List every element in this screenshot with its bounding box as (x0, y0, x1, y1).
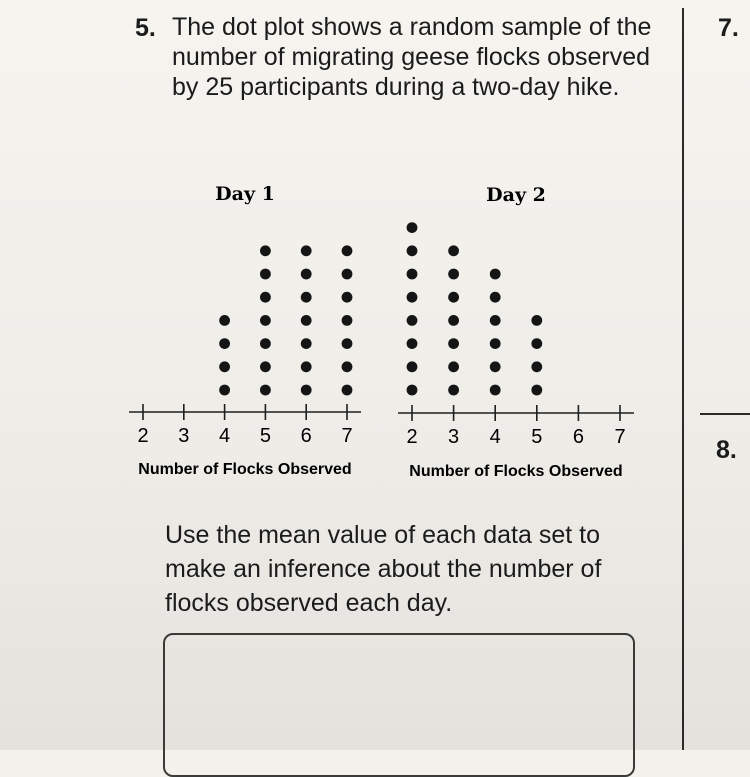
question-text: The dot plot shows a random sample of the number of migrating geese flocks observed by 25 participants during a two-day hike. (172, 13, 652, 101)
data-dot (260, 292, 271, 303)
data-dot (219, 315, 230, 326)
data-dot (490, 361, 501, 372)
data-dot (490, 292, 501, 303)
data-dot (301, 315, 312, 326)
answer-box[interactable] (163, 633, 635, 777)
x-tick-label: 5 (531, 426, 543, 448)
data-dot (301, 245, 312, 256)
data-dot (301, 361, 312, 372)
data-dot (448, 338, 459, 349)
data-dot (342, 361, 353, 372)
x-tick-label: 6 (300, 425, 312, 447)
x-tick-label: 2 (406, 426, 418, 448)
data-dot (219, 361, 230, 372)
data-dot (531, 361, 542, 372)
data-dot (260, 361, 271, 372)
data-dot (407, 269, 418, 280)
data-dot (301, 292, 312, 303)
data-dot (490, 315, 501, 326)
data-dot (531, 315, 542, 326)
plot-title: Day 1 (215, 183, 275, 205)
data-dot (260, 315, 271, 326)
data-dot (342, 292, 353, 303)
data-dot (407, 361, 418, 372)
question-number: 5. (135, 14, 156, 42)
x-tick-label: 3 (178, 425, 190, 447)
x-axis-label: Number of Flocks Observed (409, 463, 623, 480)
plot-title: Day 2 (486, 184, 546, 206)
data-dot (407, 292, 418, 303)
data-dot (448, 361, 459, 372)
data-dot (407, 222, 418, 233)
data-dot (301, 385, 312, 396)
data-dot (342, 385, 353, 396)
data-dot (407, 315, 418, 326)
data-dot (260, 269, 271, 280)
data-dot (448, 245, 459, 256)
data-dot (448, 315, 459, 326)
data-dot (448, 269, 459, 280)
data-dot (407, 338, 418, 349)
data-dot (407, 385, 418, 396)
data-dot (342, 315, 353, 326)
x-tick-label: 4 (489, 426, 501, 448)
following-question-number: 8. (716, 436, 737, 464)
data-dot (490, 338, 501, 349)
data-dot (260, 245, 271, 256)
data-dot (531, 385, 542, 396)
x-tick-label: 5 (259, 425, 271, 447)
x-axis-label: Number of Flocks Observed (138, 461, 352, 478)
data-dot (531, 338, 542, 349)
data-dot (260, 385, 271, 396)
x-tick-label: 4 (219, 425, 231, 447)
data-dot (407, 245, 418, 256)
data-dot (342, 245, 353, 256)
data-dot (490, 269, 501, 280)
x-tick-label: 6 (572, 426, 584, 448)
data-dot (490, 385, 501, 396)
next-question-number: 7. (718, 14, 739, 42)
data-dot (219, 338, 230, 349)
data-dot (448, 385, 459, 396)
data-dot (342, 269, 353, 280)
x-tick-label: 7 (341, 425, 353, 447)
data-dot (301, 338, 312, 349)
x-tick-label: 3 (448, 426, 460, 448)
data-dot (219, 385, 230, 396)
x-tick-label: 2 (137, 425, 149, 447)
data-dot (448, 292, 459, 303)
inference-prompt: Use the mean value of each data set to make an inference about the number of flocks observed each day. (165, 521, 602, 617)
data-dot (342, 338, 353, 349)
data-dot (301, 269, 312, 280)
data-dot (260, 338, 271, 349)
x-tick-label: 7 (614, 426, 626, 448)
